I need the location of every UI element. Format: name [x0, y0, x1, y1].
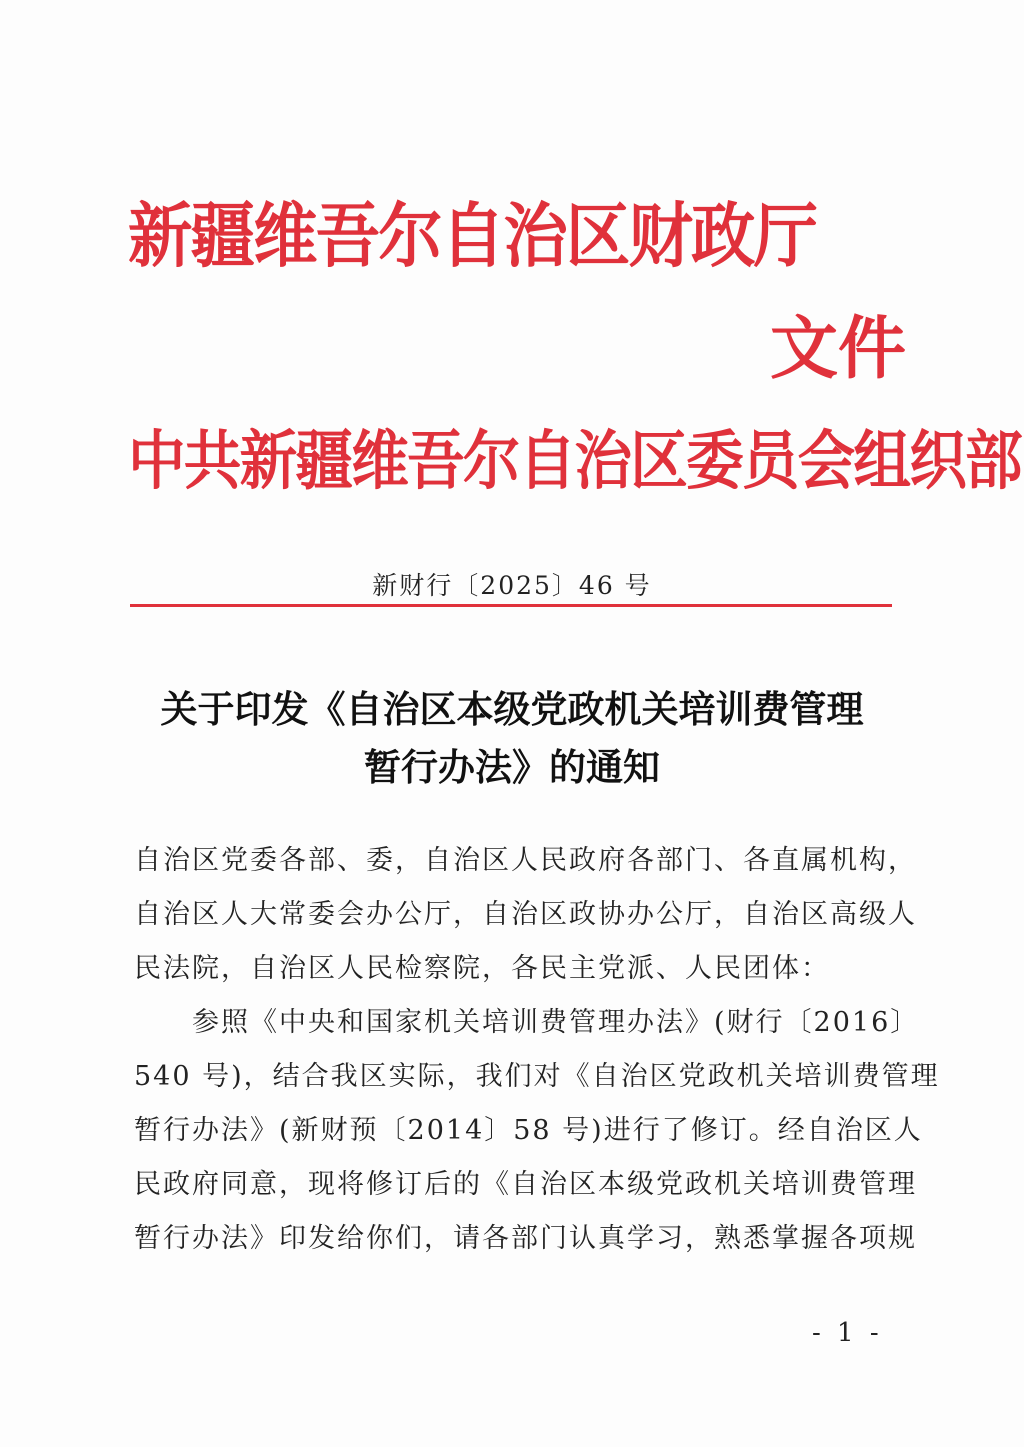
issuer-organization-department: 中共新疆维吾尔自治区委员会组织部: [128, 425, 1021, 499]
body-line-8: 暂行办法》印发给你们，请各部门认真学习，熟悉掌握各项规: [134, 1223, 917, 1254]
notice-title-line-2: 暂行办法》的通知: [364, 745, 660, 789]
body-line-2: 自治区人大常委会办公厅，自治区政协办公厅，自治区高级人: [134, 899, 917, 930]
body-line-5: 540 号)，结合我区实际，我们对《自治区党政机关培训费管理: [134, 1061, 940, 1092]
body-line-6: 暂行办法》(新财预〔2014〕58 号)进行了修订。经自治区人: [134, 1115, 923, 1146]
document-number: 新财行〔2025〕46 号: [372, 571, 652, 600]
document-word: 文件: [770, 310, 907, 389]
red-divider: [130, 604, 892, 607]
notice-title-line-1: 关于印发《自治区本级党政机关培训费管理: [160, 687, 864, 731]
page-number: - 1 -: [812, 1318, 883, 1348]
body-line-3: 民法院，自治区人民检察院，各民主党派、人民团体：: [134, 953, 830, 984]
issuer-finance-department: 新疆维吾尔自治区财政厅: [128, 195, 817, 277]
notice-body: [134, 834, 940, 1266]
body-line-4: 参照《中央和国家机关培训费管理办法》(财行〔2016〕: [134, 1007, 920, 1038]
body-line-7: 民政府同意，现将修订后的《自治区本级党政机关培训费管理: [134, 1169, 917, 1200]
notice-title: [0, 680, 1024, 796]
body-line-1: 自治区党委各部、委，自治区人民政府各部门、各直属机构，: [134, 845, 917, 876]
